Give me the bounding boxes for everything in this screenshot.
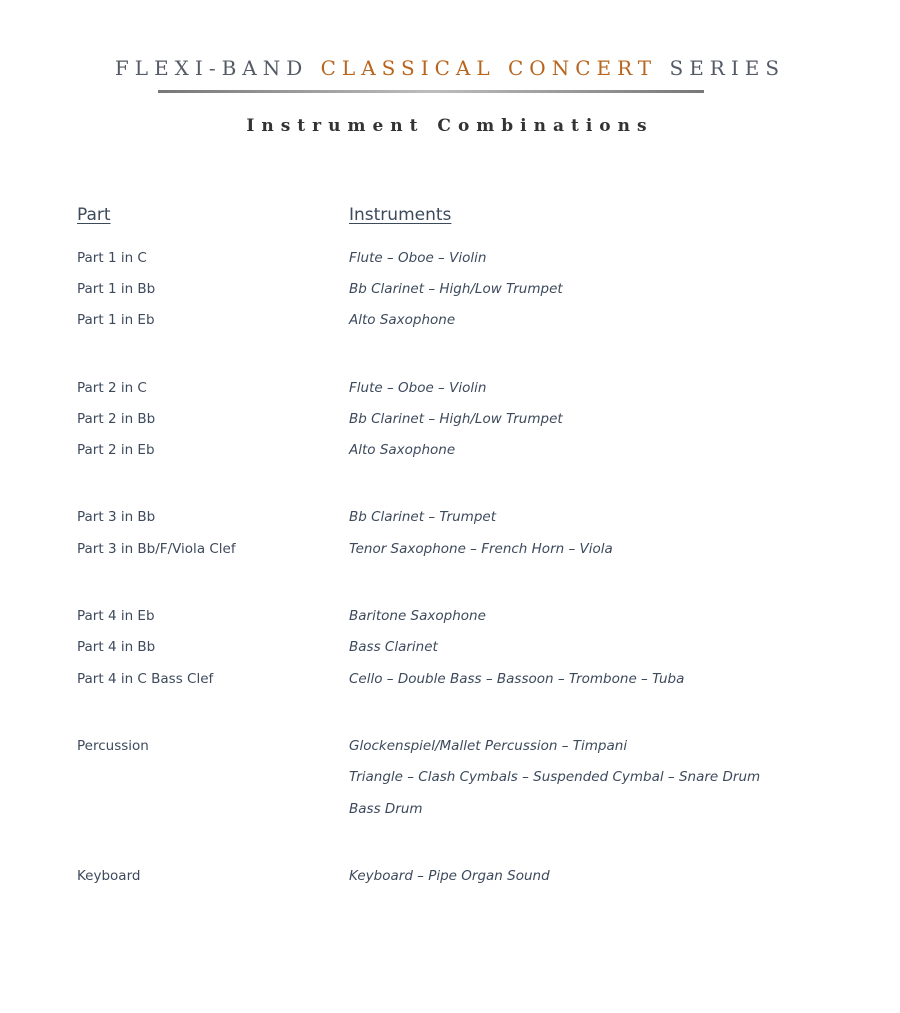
part-group [77, 502, 857, 565]
instrument-list: Keyboard – Pipe Organ Sound [349, 867, 550, 884]
instrument-list: Flute – Oboe – Violin [349, 249, 487, 266]
part-name: Keyboard [77, 867, 141, 884]
part-name: Part 1 in Eb [77, 312, 155, 329]
part-name: Part 1 in Bb [77, 280, 156, 297]
instrument-list: Alto Saxophone [349, 442, 456, 459]
table-row [77, 860, 857, 891]
table-row [77, 273, 857, 304]
table-row [77, 730, 857, 761]
part-name: Part 2 in Bb [77, 410, 156, 427]
instrument-list: Alto Saxophone [349, 312, 456, 329]
part-name: Percussion [77, 737, 149, 754]
instrument-list: Bb Clarinet – High/Low Trumpet [349, 410, 563, 427]
table-row [77, 434, 857, 465]
instrument-list: Bb Clarinet – Trumpet [349, 509, 496, 526]
table-row [77, 502, 857, 533]
table-row [77, 372, 857, 403]
part-name: Part 4 in Bb [77, 639, 156, 656]
table-row [77, 793, 857, 824]
table-row [77, 632, 857, 663]
table-row [77, 533, 857, 564]
part-name: Part 2 in Eb [77, 442, 155, 459]
series-title [0, 56, 900, 80]
instrument-table [77, 205, 857, 891]
instrument-list: Glockenspiel/Mallet Percussion – Timpani [349, 737, 628, 754]
title-rule [158, 90, 704, 93]
instrument-list: Cello – Double Bass – Bassoon – Trombone – Tuba [349, 670, 685, 687]
part-group [77, 600, 857, 694]
part-name: Part 1 in C [77, 249, 147, 266]
page-subtitle: Instrument Combinations [246, 116, 654, 136]
column-header-part: Part [77, 205, 111, 225]
part-group [77, 860, 857, 891]
instrument-list: Bb Clarinet – High/Low Trumpet [349, 280, 563, 297]
part-name: Part 4 in Eb [77, 608, 155, 625]
instrument-list: Triangle – Clash Cymbals – Suspended Cymbal – Snare Drum [349, 769, 761, 786]
part-group [77, 730, 857, 824]
instrument-list: Tenor Saxophone – French Horn – Viola [349, 540, 613, 557]
instrument-list: Bass Drum [349, 800, 423, 817]
table-body [77, 242, 857, 891]
part-name: Part 2 in C [77, 379, 147, 396]
part-group [77, 242, 857, 336]
column-header-instruments: Instruments [349, 205, 452, 225]
table-row [77, 403, 857, 434]
table-header [77, 205, 857, 237]
part-name: Part 3 in Bb/F/Viola Clef [77, 540, 236, 557]
table-row [77, 663, 857, 694]
instrument-list: Bass Clarinet [349, 639, 438, 656]
instrument-list: Flute – Oboe – Violin [349, 379, 487, 396]
table-row [77, 242, 857, 273]
table-row [77, 600, 857, 631]
instrument-list: Baritone Saxophone [349, 608, 486, 625]
table-row [77, 762, 857, 793]
part-group [77, 372, 857, 466]
series-highlight: CLASSICAL CONCERT [320, 56, 658, 80]
table-row [77, 305, 857, 336]
series-suffix: SERIES [669, 56, 786, 80]
series-prefix: FLEXI-BAND [114, 56, 309, 80]
part-name: Part 4 in C Bass Clef [77, 670, 214, 687]
part-name: Part 3 in Bb [77, 509, 156, 526]
